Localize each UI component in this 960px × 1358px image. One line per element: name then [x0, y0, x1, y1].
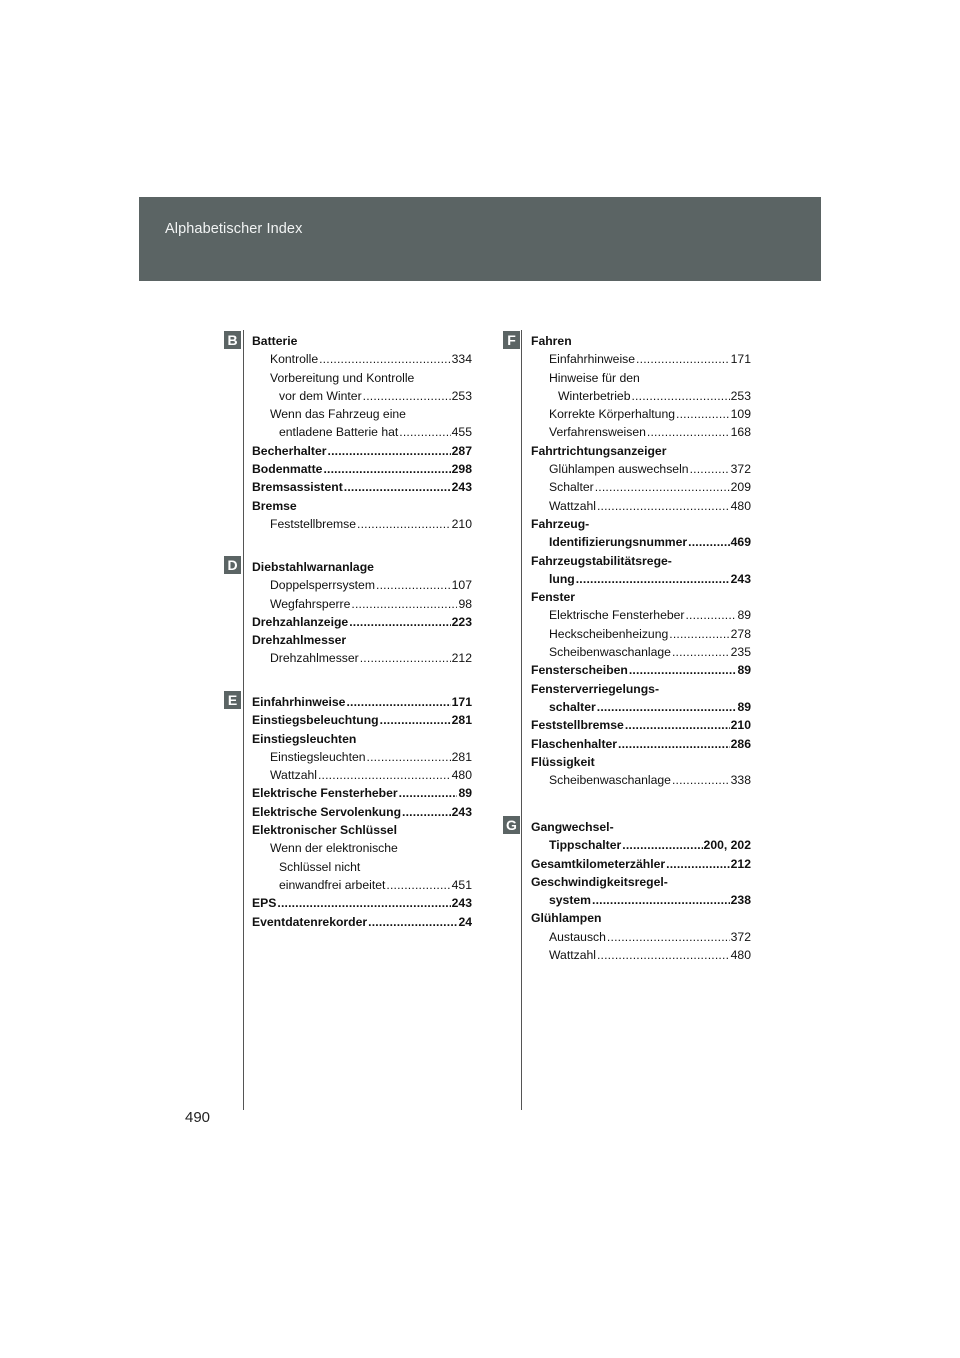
index-entry [252, 423, 472, 441]
index-entry [252, 497, 472, 515]
dot-leader [328, 442, 451, 460]
index-entry-text: Wattzahl [549, 498, 596, 513]
index-entry [531, 698, 751, 716]
index-entry [531, 946, 751, 964]
index-entry-page: 243 [451, 480, 472, 495]
index-entry [252, 460, 472, 478]
index-entry [252, 649, 472, 667]
index-entry-page: 334 [451, 352, 472, 367]
index-entry-page: 286 [730, 736, 751, 751]
index-entry [531, 552, 751, 570]
index-entry-page: 480 [730, 948, 751, 963]
index-entry-text: Fahrtrichtungsanzeiger [531, 443, 667, 458]
index-entry-page: 469 [730, 535, 751, 550]
index-entry-text: Elektrische Fensterheber [252, 786, 398, 801]
index-entry [252, 613, 472, 631]
index-entry-text: Hinweise für den [549, 370, 640, 385]
index-entry-text: Wenn der elektronische [270, 841, 398, 856]
dot-leader [597, 698, 737, 716]
index-entry-text: schalter [549, 699, 596, 714]
index-entry-page: 253 [730, 388, 751, 403]
section-b [252, 332, 472, 533]
index-entry-text: Feststellbremse [531, 718, 624, 733]
index-entry-text: Elektronischer Schlüssel [252, 823, 397, 838]
index-entry-page: 209 [730, 480, 751, 495]
index-entry-text: Winterbetrieb [558, 388, 631, 403]
dot-leader [622, 836, 702, 854]
index-entry-text: EPS [252, 896, 277, 911]
index-entry-page: 24 [458, 914, 472, 929]
dot-leader [344, 478, 451, 496]
index-entry [252, 350, 472, 368]
index-entry-page: 253 [451, 388, 472, 403]
index-entry [531, 716, 751, 734]
index-entry-text: Wattzahl [549, 948, 596, 963]
index-entry-text: Flüssigkeit [531, 754, 595, 769]
dot-leader [647, 423, 730, 441]
index-entry-text: Fahren [531, 334, 572, 348]
index-entry-text: Scheibenwaschanlage [549, 773, 671, 788]
index-entry-page: 480 [730, 498, 751, 513]
index-entry-page: 107 [451, 578, 472, 593]
dot-leader [607, 928, 730, 946]
index-entry-text: Batterie [252, 334, 298, 348]
index-entry [252, 631, 472, 649]
column-divider-right [521, 330, 522, 1110]
index-entry [252, 405, 472, 423]
dot-leader [346, 693, 450, 711]
index-entry [252, 803, 472, 821]
index-entry [252, 332, 472, 350]
index-entry-page: 89 [737, 663, 751, 678]
index-entry [531, 497, 751, 515]
index-entry-text: Bremse [252, 498, 297, 513]
header-title: Alphabetischer Index [165, 221, 303, 237]
index-entry-text: Gangwechsel- [531, 820, 614, 834]
index-entry-text: Tippschalter [549, 838, 622, 853]
index-entry-page: 171 [730, 352, 751, 367]
index-entry-text: Bremsassistent [252, 480, 343, 495]
index-entry-page: 210 [730, 718, 751, 733]
index-entry-text: Identifizierungsnummer [549, 535, 688, 550]
index-entry-text: Wenn das Fahrzeug eine [270, 407, 406, 422]
index-entry-page: 109 [730, 407, 751, 422]
index-entry-page: 168 [730, 425, 751, 440]
index-entry-text: Schalter [549, 480, 594, 495]
index-entry [531, 460, 751, 478]
index-entry [531, 873, 751, 891]
section-letter-b: B [224, 331, 241, 349]
dot-leader [357, 515, 451, 533]
index-entry [252, 913, 472, 931]
index-entry-text: Wegfahrsperre [270, 596, 351, 611]
dot-leader [351, 595, 457, 613]
index-entry [531, 405, 751, 423]
dot-leader [399, 784, 458, 802]
index-entry-text: Becherhalter [252, 443, 327, 458]
dot-leader [625, 716, 730, 734]
index-entry-text: Kontrolle [270, 352, 319, 367]
index-entry-text: Vorbereitung und Kontrolle [270, 370, 415, 385]
index-entry [252, 515, 472, 533]
index-entry-text: Einfahrhinweise [252, 695, 346, 709]
index-entry-text: Einstiegsleuchten [252, 731, 357, 746]
index-entry-page: 238 [730, 893, 751, 908]
index-entry-page: 338 [730, 773, 751, 788]
index-entry-text: Gesamtkilometerzähler [531, 856, 666, 871]
index-entry-text: Einstiegsbeleuchtung [252, 713, 379, 728]
index-entry-text: Wattzahl [270, 768, 317, 783]
index-entry-page: 235 [730, 645, 751, 660]
index-entry [531, 442, 751, 460]
index-entry-page: 281 [451, 713, 472, 728]
index-entry [531, 478, 751, 496]
index-entry [531, 570, 751, 588]
index-entry-text: system [549, 893, 592, 908]
index-entry [252, 876, 472, 894]
index-entry [252, 442, 472, 460]
index-entry-page: 243 [451, 804, 472, 819]
dot-leader [685, 606, 736, 624]
index-entry-page: 212 [730, 856, 751, 871]
dot-leader [319, 350, 451, 368]
dot-leader [380, 711, 451, 729]
index-entry [531, 643, 751, 661]
index-entry [252, 576, 472, 594]
index-entry-text: Feststellbremse [270, 516, 357, 531]
dot-leader [592, 891, 730, 909]
index-entry-text: Drehzahlanzeige [252, 614, 349, 629]
dot-leader [323, 460, 450, 478]
index-entry [252, 839, 472, 857]
index-entry-text: Drehzahlmesser [270, 651, 359, 666]
index-entry-page: 243 [451, 896, 472, 911]
dot-leader [597, 946, 730, 964]
index-entry-page: 278 [730, 626, 751, 641]
dot-leader [676, 405, 730, 423]
section-letter-d: D [224, 556, 241, 574]
index-entry-text: Flaschenhalter [531, 736, 618, 751]
section-f [531, 332, 751, 789]
index-entry-page: 455 [451, 425, 472, 440]
index-entry-text: Elektrische Fensterheber [549, 608, 685, 623]
index-entry-text: Fensterverriegelungs- [531, 681, 660, 696]
dot-leader [402, 803, 451, 821]
index-entry-text: Bodenmatte [252, 462, 323, 477]
index-entry [531, 625, 751, 643]
index-entry-text: entladene Batterie hat [279, 425, 399, 440]
dot-leader [386, 876, 450, 894]
dot-leader [367, 748, 451, 766]
header-bar [139, 197, 821, 281]
index-entry-page: 89 [737, 699, 751, 714]
dot-leader [376, 576, 451, 594]
index-entry [531, 735, 751, 753]
index-entry [531, 387, 751, 405]
dot-leader [631, 387, 729, 405]
index-entry [531, 771, 751, 789]
index-entry [252, 558, 472, 576]
index-entry-text: Eventdatenrekorder [252, 914, 368, 929]
index-entry-page: 89 [737, 608, 751, 623]
index-entry [252, 784, 472, 802]
index-entry [252, 711, 472, 729]
dot-leader [399, 423, 450, 441]
dot-leader [690, 460, 730, 478]
index-entry [252, 595, 472, 613]
section-e [252, 693, 472, 931]
index-entry [531, 818, 751, 836]
index-entry-page: 212 [451, 651, 472, 666]
index-entry-page: 98 [458, 596, 472, 611]
index-entry-text: Scheibenwaschanlage [549, 645, 671, 660]
index-entry-text: einwandfrei arbeitet [279, 877, 386, 892]
index-entry [252, 748, 472, 766]
index-entry-text: Austausch [549, 929, 606, 944]
index-entry [252, 730, 472, 748]
index-entry-page: 210 [451, 516, 472, 531]
index-entry-text: Heckscheibenheizung [549, 626, 669, 641]
index-entry [252, 369, 472, 387]
index-entry-text: Fensterscheiben [531, 663, 628, 678]
index-entry-text: Diebstahlwarnanlage [252, 560, 374, 574]
index-entry [531, 588, 751, 606]
index-entry-page: 480 [451, 768, 472, 783]
index-entry [531, 661, 751, 679]
index-entry-text: vor dem Winter [279, 388, 362, 403]
index-entry [531, 836, 751, 854]
index-entry-page: 89 [458, 786, 472, 801]
index-entry-text: Fahrzeugstabilitätsrege- [531, 553, 672, 568]
index-entry [531, 928, 751, 946]
section-d [252, 558, 472, 668]
index-entry [252, 387, 472, 405]
dot-leader [672, 643, 730, 661]
index-entry [531, 332, 751, 350]
dot-leader [597, 497, 730, 515]
section-letter-g: G [503, 816, 520, 834]
dot-leader [669, 625, 729, 643]
index-entry-page: 298 [451, 462, 472, 477]
dot-leader [618, 735, 730, 753]
index-entry-page: 171 [451, 695, 472, 709]
dot-leader [349, 613, 450, 631]
index-entry-page: 451 [451, 877, 472, 892]
dot-leader [666, 855, 730, 873]
index-entry-text: Fahrzeug- [531, 516, 590, 531]
section-letter-f: F [503, 331, 520, 349]
index-entry-text: Korrekte Körperhaltung [549, 407, 676, 422]
index-entry [531, 515, 751, 533]
index-entry [252, 821, 472, 839]
index-entry-page: 372 [730, 462, 751, 477]
index-entry [531, 680, 751, 698]
dot-leader [368, 913, 457, 931]
index-entry [531, 533, 751, 551]
index-entry [531, 606, 751, 624]
dot-leader [576, 570, 730, 588]
index-entry-text: Drehzahlmesser [252, 633, 347, 648]
index-entry [531, 855, 751, 873]
index-entry-text: Elektrische Servolenkung [252, 804, 402, 819]
index-entry [252, 693, 472, 711]
index-entry [252, 894, 472, 912]
index-entry-text: Einstiegsleuchten [270, 749, 366, 764]
index-entry [252, 478, 472, 496]
index-entry-page: 243 [730, 571, 751, 586]
index-entry [531, 423, 751, 441]
dot-leader [636, 350, 730, 368]
index-entry-text: Glühlampen auswechseln [549, 462, 689, 477]
dot-leader [672, 771, 730, 789]
index-entry [531, 753, 751, 771]
dot-leader [360, 649, 451, 667]
dot-leader [629, 661, 737, 679]
dot-leader [318, 766, 451, 784]
index-entry-page: 287 [451, 443, 472, 458]
index-entry-page: 281 [451, 749, 472, 764]
page-number: 490 [185, 1109, 211, 1126]
index-entry-page: 223 [451, 614, 472, 629]
dot-leader [363, 387, 451, 405]
index-entry-text: Doppelsperrsystem [270, 578, 375, 593]
dot-leader [595, 478, 730, 496]
index-entry [531, 909, 751, 927]
index-entry-text: lung [549, 571, 575, 586]
index-entry-text: Verfahrensweisen [549, 425, 646, 440]
section-letter-e: E [224, 691, 241, 709]
index-entry-text: Geschwindigkeitsregel- [531, 874, 668, 889]
index-entry-page: 200, 202 [703, 838, 751, 853]
index-entry [531, 369, 751, 387]
index-entry [531, 891, 751, 909]
index-entry [252, 766, 472, 784]
index-entry [531, 350, 751, 368]
index-entry-text: Einfahrhinweise [549, 352, 636, 367]
index-entry [252, 858, 472, 876]
index-entry-text: Fenster [531, 590, 576, 605]
index-entry-page: 372 [730, 929, 751, 944]
dot-leader [277, 894, 450, 912]
section-g [531, 818, 751, 964]
column-divider-left [243, 330, 244, 1110]
dot-leader [688, 533, 730, 551]
index-entry-text: Schlüssel nicht [279, 859, 361, 874]
index-entry-text: Glühlampen [531, 911, 602, 926]
